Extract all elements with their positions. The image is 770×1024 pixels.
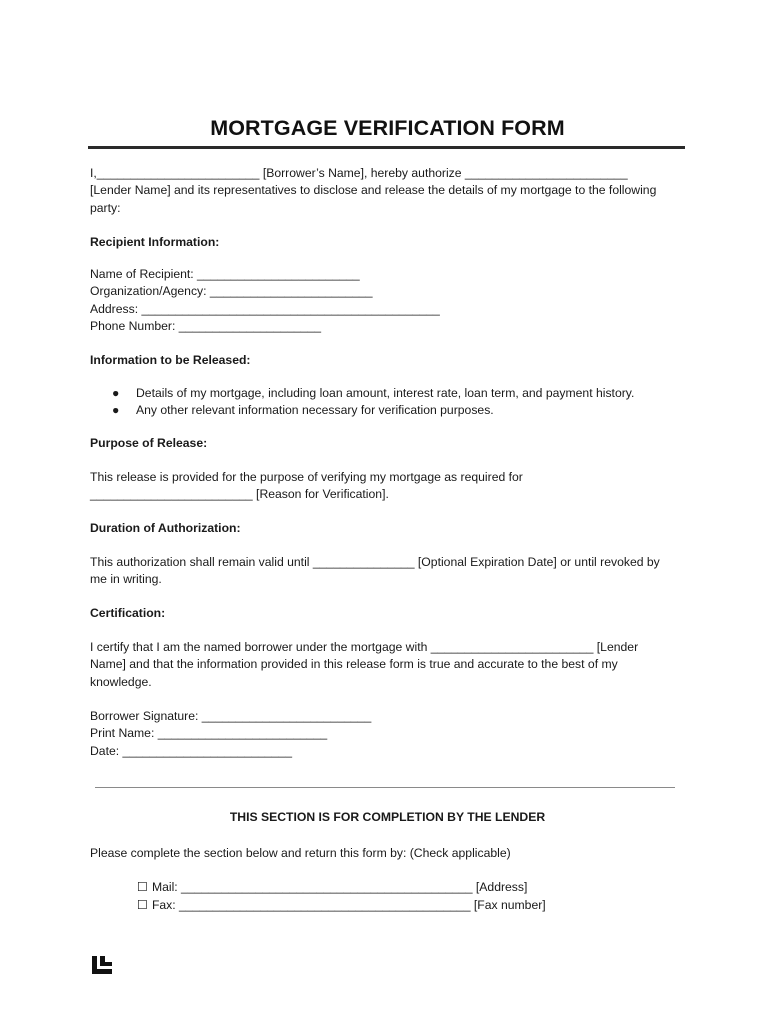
purpose-paragraph xyxy=(90,469,685,504)
purpose-line: ________________________ [Reason for Verification]. xyxy=(90,487,389,502)
recipient-name-field: Name of Recipient: ________________________ xyxy=(90,267,360,281)
borrower-signature-field: Borrower Signature: _________________________ xyxy=(90,709,372,723)
duration-line: This authorization shall remain valid until _______________ [Optional Expiration Date] or until revoked by xyxy=(90,555,660,569)
info-heading: Information to be Released: xyxy=(90,353,251,367)
bullet-text: Any other relevant information necessary for verification purposes. xyxy=(136,403,494,418)
certification-line: I certify that I am the named borrower under the mortgage with ________________________ [Lender xyxy=(90,640,639,654)
page-title: MORTGAGE VERIFICATION FORM xyxy=(210,116,565,140)
intro-line: [Lender Name] and its representatives to disclose and release the details of my mortgage to the following xyxy=(90,183,657,198)
print-name-field: Print Name: _________________________ xyxy=(90,726,328,741)
recipient-organization-field: Organization/Agency: ________________________ xyxy=(90,284,373,299)
title-underline xyxy=(88,146,685,149)
duration-line: me in writing. xyxy=(90,572,162,587)
duration-paragraph xyxy=(90,554,685,589)
signature-fields xyxy=(90,708,685,760)
section-divider xyxy=(95,787,675,788)
lender-section-title: THIS SECTION IS FOR COMPLETION BY THE LENDER xyxy=(229,810,546,824)
recipient-fields xyxy=(90,266,685,335)
certification-line: knowledge. xyxy=(90,674,152,689)
lender-instruction: Please complete the section below and return this form by: (Check applicable) xyxy=(90,846,511,860)
purpose-heading: Purpose of Release: xyxy=(90,436,208,450)
checkbox-icon[interactable]: ☐ xyxy=(137,897,148,912)
purpose-line: This release is provided for the purpose of verifying my mortgage as required for xyxy=(90,470,523,484)
date-field: Date: _________________________ xyxy=(90,743,292,758)
bullet-icon: ● xyxy=(112,403,120,418)
certification-paragraph xyxy=(90,639,685,691)
bullet-text: Details of my mortgage, including loan amount, interest rate, loan term, and payment history. xyxy=(136,386,635,400)
intro-line: party: xyxy=(90,200,121,215)
list-item xyxy=(90,385,685,402)
return-method-options xyxy=(137,879,546,914)
certification-line: Name] and that the information provided in this release form is true and accurate to the best of my xyxy=(90,657,618,672)
option-mail xyxy=(137,879,546,897)
recipient-address-field: Address: ____________________________________________ xyxy=(90,301,440,316)
recipient-heading: Recipient Information: xyxy=(90,235,220,249)
option-text: Mail: ___________________________________________ [Address] xyxy=(151,880,528,894)
certification-heading: Certification: xyxy=(90,606,166,620)
intro-paragraph xyxy=(90,165,685,217)
bullet-icon: ● xyxy=(112,386,120,400)
recipient-phone-field: Phone Number: _____________________ xyxy=(90,318,322,333)
info-bullet-list xyxy=(90,385,685,420)
list-item xyxy=(90,402,685,419)
option-fax xyxy=(137,897,546,915)
intro-line: I,________________________ [Borrower’s Name], hereby authorize ________________________ xyxy=(90,166,628,180)
brand-logo-icon xyxy=(92,956,112,974)
checkbox-icon[interactable]: ☐ xyxy=(137,880,148,894)
duration-heading: Duration of Authorization: xyxy=(90,521,241,535)
option-text: Fax: ___________________________________________ [Fax number] xyxy=(151,897,546,912)
